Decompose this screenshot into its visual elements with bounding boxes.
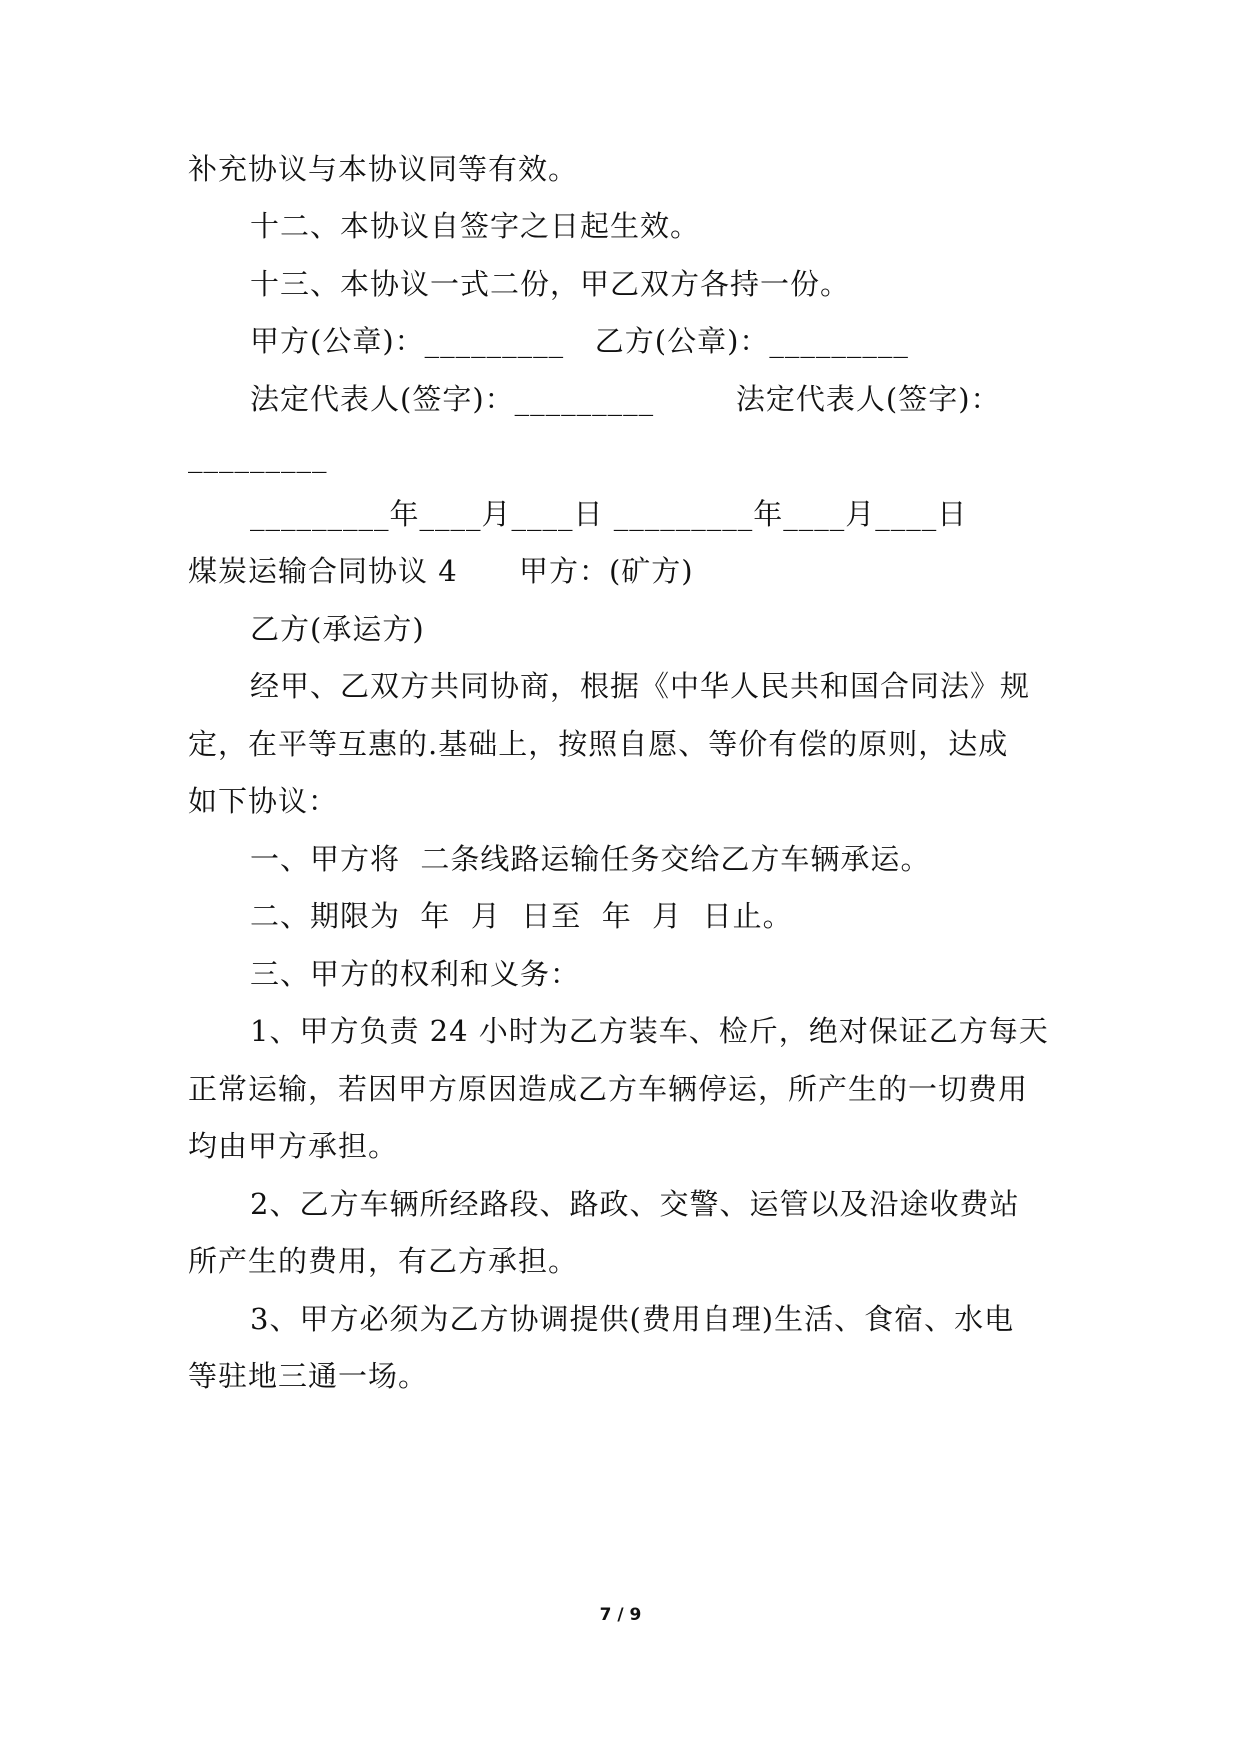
text-line: 十三、本协议一式二份，甲乙双方各持一份。 xyxy=(250,267,851,301)
text-line: 定，在平等互惠的.基础上，按照自愿、等价有偿的原则，达成 xyxy=(188,727,1009,761)
text-line: 如下协议： xyxy=(188,784,339,818)
text-line: 三、甲方的权利和义务： xyxy=(250,957,581,991)
section-heading: 煤炭运输合同协议 4 甲方：(矿方) xyxy=(188,554,694,588)
date-line: _________年____月____日 _________年____月____日 xyxy=(250,497,968,531)
text-line: 所产生的费用，有乙方承担。 xyxy=(188,1244,579,1278)
signature-line: _________ xyxy=(188,439,328,473)
text-line: 经甲、乙双方共同协商，根据《中华人民共和国合同法》规 xyxy=(250,669,1031,703)
signature-line: 甲方(公章)：_________ 乙方(公章)：_________ xyxy=(250,324,909,358)
text-line: 乙方(承运方) xyxy=(250,612,425,646)
page-number: 7 / 9 xyxy=(599,1605,642,1625)
text-line: 十二、本协议自签字之日起生效。 xyxy=(250,209,701,243)
text-line: 1、甲方负责 24 小时为乙方装车、检斤，绝对保证乙方每天 xyxy=(250,1014,1049,1048)
text-line: 3、甲方必须为乙方协调提供(费用自理)生活、食宿、水电 xyxy=(250,1302,1015,1336)
text-line: 补充协议与本协议同等有效。 xyxy=(188,152,579,186)
text-line: 二、期限为 年 月 日至 年 月 日止。 xyxy=(250,899,793,933)
text-line: 正常运输，若因甲方原因造成乙方车辆停运，所产生的一切费用 xyxy=(188,1072,1029,1106)
text-line: 等驻地三通一场。 xyxy=(188,1359,429,1393)
text-line: 2、乙方车辆所经路段、路政、交警、运管以及沿途收费站 xyxy=(250,1187,1020,1221)
text-line: 一、甲方将 二条线路运输任务交给乙方车辆承运。 xyxy=(250,842,931,876)
text-line: 均由甲方承担。 xyxy=(188,1129,399,1163)
signature-line: 法定代表人(签字)：_________ 法定代表人(签字)： xyxy=(250,382,1001,416)
